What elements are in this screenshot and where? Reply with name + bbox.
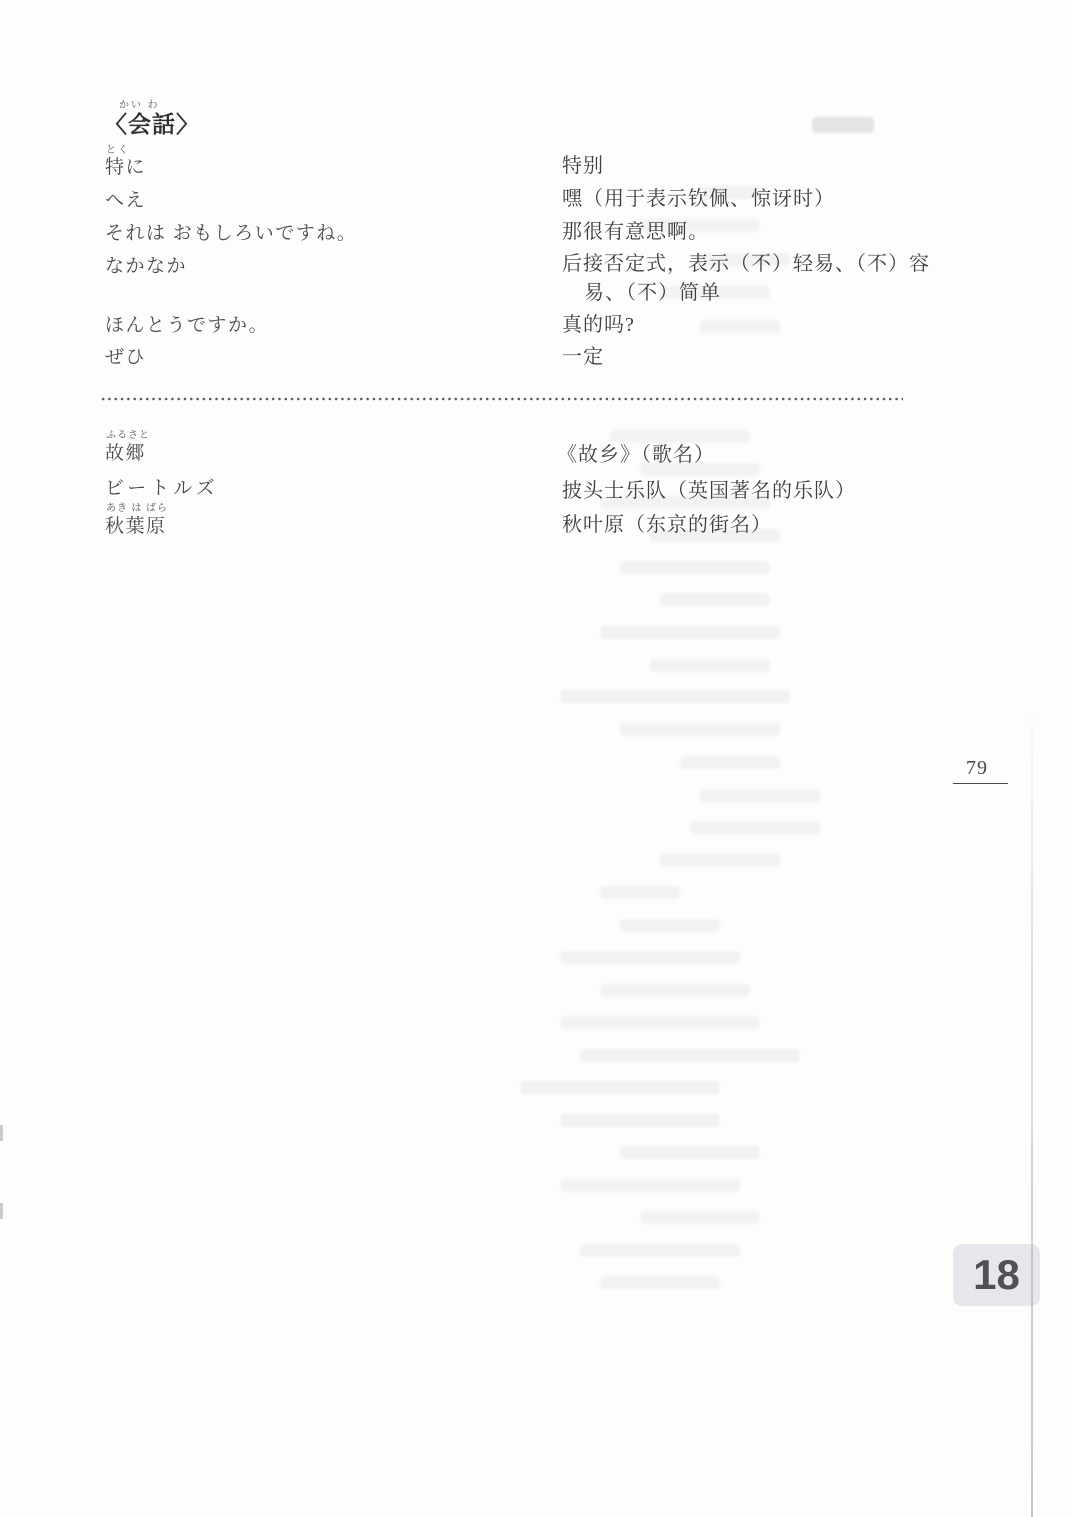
bleed-through-line — [580, 1244, 740, 1257]
bleed-through-line — [560, 951, 740, 964]
japanese-term: それは おもしろいですね。 — [105, 223, 358, 244]
japanese-term: なかなか — [105, 256, 188, 277]
chinese-definition-wrap: 易、（不）简单 — [584, 282, 721, 304]
bleed-through-line — [660, 593, 770, 606]
furigana: ふるさと — [106, 430, 150, 441]
chinese-definition: 《故乡》（歌名） — [557, 444, 715, 466]
bleed-through-line — [812, 117, 874, 133]
chapter-tab: 18 — [953, 1244, 1040, 1306]
chinese-definition: 嘿（用于表示钦佩、惊讶时） — [562, 188, 835, 210]
bleed-through-line — [620, 561, 770, 574]
bleed-through-line — [680, 756, 780, 769]
chinese-definition: 一定 — [562, 346, 604, 368]
chinese-definition: 特别 — [562, 155, 604, 177]
dotted-separator — [100, 397, 903, 401]
bleed-through-line — [650, 659, 770, 672]
page-number: 79 — [966, 757, 988, 779]
furigana: とく — [106, 145, 130, 156]
scan-artifact-tick — [0, 1203, 3, 1219]
japanese-term: 故郷 — [105, 443, 147, 464]
bleed-through-line — [600, 626, 780, 639]
bleed-through-line — [560, 690, 790, 703]
bleed-through-line — [620, 723, 780, 736]
bleed-through-line — [620, 1146, 760, 1159]
japanese-term: へえ — [105, 190, 147, 211]
chinese-definition: 秋叶原（东京的街名） — [562, 514, 772, 536]
bleed-through-line — [700, 320, 780, 333]
bleed-through-line — [520, 1081, 720, 1094]
bleed-through-line — [610, 430, 750, 443]
chinese-definition: 那很有意思啊。 — [562, 221, 709, 243]
furigana: あき は ばら — [106, 503, 168, 514]
bleed-through-line — [690, 821, 820, 834]
bleed-through-line — [640, 1211, 760, 1224]
bleed-through-line — [560, 1114, 720, 1127]
japanese-term: ほんとうですか。 — [105, 315, 270, 336]
page-number-underline — [953, 783, 1008, 784]
bleed-through-line — [560, 1179, 740, 1192]
bleed-through-line — [560, 1016, 760, 1029]
scan-artifact-line — [1031, 690, 1033, 1517]
bleed-through-line — [580, 1049, 800, 1062]
chinese-definition: 后接否定式，表示（不）轻易、（不）容 — [562, 253, 930, 275]
chinese-definition: 真的吗? — [562, 314, 635, 336]
bleed-through-line — [600, 1276, 720, 1289]
scan-artifact-tick — [0, 1125, 3, 1141]
bleed-through-line — [620, 919, 720, 932]
section-title-furigana: かい わ — [119, 100, 160, 111]
japanese-term: ビートルズ — [105, 478, 219, 499]
bleed-through-line — [700, 789, 820, 802]
section-title: 〈会話〉 — [104, 111, 200, 137]
bleed-through-line — [600, 984, 750, 997]
bleed-through-line — [660, 853, 780, 866]
chinese-definition: 披头士乐队（英国著名的乐队） — [562, 480, 856, 502]
japanese-term: 特に — [105, 157, 147, 178]
japanese-term: 秋葉原 — [105, 516, 167, 537]
bleed-through-line — [600, 886, 680, 899]
japanese-term: ぜひ — [105, 347, 147, 368]
